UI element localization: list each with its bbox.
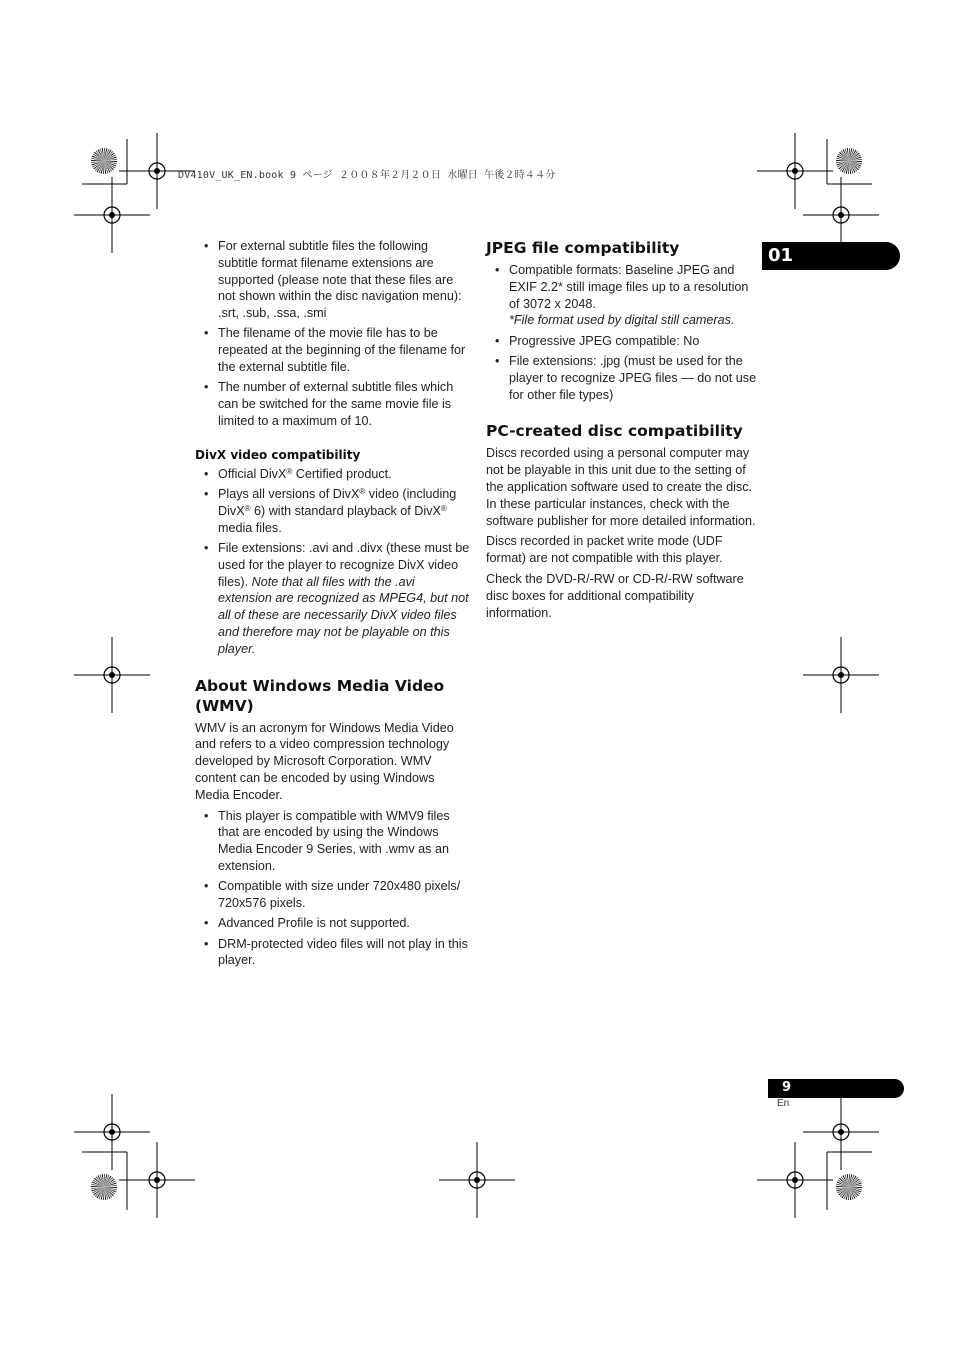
left-column (195, 238, 470, 973)
registration-dot (474, 1177, 480, 1183)
starburst-ray (104, 148, 105, 161)
chapter-tab (762, 242, 900, 270)
starburst-ray (104, 1174, 105, 1187)
chapter-number: 01 (768, 245, 794, 266)
starburst-ray (103, 161, 104, 174)
paragraph: Discs recorded using a personal computer may not be playable in this unit due to the setting of the application software used to create the disc. In these particular instances, check with the software publisher for more detailed information. (486, 446, 756, 528)
page-number: 9 (782, 1080, 792, 1095)
starburst-ray (103, 1187, 104, 1200)
starburst-ray (848, 161, 849, 174)
starburst-ray (91, 1186, 104, 1187)
wmv-intro: WMV is an acronym for Windows Media Video and refers to a video compression technology developed by Microsoft Corporation. WMV content can be encoded by using Windows Media Encoder. (195, 720, 454, 802)
page-number-tab (768, 1079, 904, 1098)
starburst-mark (91, 148, 117, 174)
starburst-mark (91, 1174, 117, 1200)
jpeg-bullet-list (486, 262, 761, 403)
starburst-ray (849, 148, 850, 161)
paragraph: Check the DVD-R/-RW or CD-R/-RW software disc boxes for additional compatibility information. (486, 571, 744, 620)
registration-dot (838, 672, 844, 678)
jpeg-note: *File format used by digital still cameras. (509, 313, 735, 328)
jpeg-heading: JPEG file compatibility (486, 239, 680, 257)
starburst-ray (836, 160, 849, 161)
starburst-ray (849, 1187, 862, 1188)
paragraph: Discs recorded in packet write mode (UDF format) are not compatible with this player. (486, 534, 723, 566)
list-item: • The number of external subtitle files which can be switched for the same movie file is limited to a maximum of 10. (195, 379, 470, 429)
registration-dot (154, 1177, 160, 1183)
starburst-ray (104, 161, 117, 162)
starburst-ray (849, 1174, 850, 1187)
registration-dot (154, 168, 160, 174)
pc-disc-heading: PC-created disc compatibility (486, 422, 743, 441)
divx-note: Note that all files with the .avi extension are recognized as MPEG4, but not all of these are necessarily DivX video files and therefore may not be playable on this player. (218, 574, 469, 656)
divx-bullet-list (195, 466, 470, 658)
wmv-heading: About Windows Media Video (WMV) (195, 676, 445, 715)
starburst-mark (836, 1174, 862, 1200)
starburst-ray (836, 1186, 849, 1187)
registration-dot (838, 1129, 844, 1135)
list-item: • Official DivX® Certified product. (195, 466, 470, 483)
divx-heading: DivX video compatibility (195, 447, 361, 462)
starburst-ray (91, 160, 104, 161)
starburst-ray (104, 1187, 117, 1188)
list-item: • Progressive JPEG compatible: No (486, 333, 761, 350)
registration-dot (109, 212, 115, 218)
list-item: • File extensions: .jpg (must be used for the player to recognize JPEG files — do not use for other file types) (486, 353, 761, 403)
registration-dot (109, 672, 115, 678)
list-item: • Compatible with size under 720x480 pixels/ 720x576 pixels. (195, 878, 470, 912)
starburst-ray (849, 161, 862, 162)
wmv-bullet-list (195, 808, 470, 970)
right-column (486, 238, 761, 625)
registration-dot (792, 168, 798, 174)
list-item: • Plays all versions of DivX® video (including DivX® 6) with standard playback of DivX® media files. (195, 486, 470, 536)
list-item: • DRM-protected video files will not play in this player. (195, 936, 470, 970)
subtitle-bullet-list (195, 238, 470, 430)
registration-dot (792, 1177, 798, 1183)
starburst-mark (836, 148, 862, 174)
list-item: • For external subtitle files the following subtitle format filename extensions are supported (please note that these files are not shown within the disc navigation menu): .srt, .sub, .ssa, .smi (195, 238, 470, 322)
file-header-line: DV410V_UK_EN.book 9 ページ ２００８年２月２０日 水曜日 午後２時４４分 (178, 170, 556, 181)
list-item: • The filename of the movie file has to be repeated at the beginning of the filename for the external subtitle file. (195, 325, 470, 375)
list-item: • This player is compatible with WMV9 files that are encoded by using the Windows Media Encoder 9 Series, with .wmv as an extension. (195, 808, 470, 875)
list-item: • Compatible formats: Baseline JPEG and EXIF 2.2* still image files up to a resolution of 3072 x 2048. *File format used by digital still cameras. (486, 262, 761, 329)
list-item: • File extensions: .avi and .divx (these must be used for the player to recognize DivX video files). Note that all files with the .avi extension are recognized as MPEG4, but not all of these are necessarily DivX video files and therefore may not be playable on this player. (195, 540, 470, 658)
registration-dot (838, 212, 844, 218)
language-code: En (777, 1098, 790, 1109)
list-item: • Advanced Profile is not supported. (195, 915, 470, 932)
registration-dot (109, 1129, 115, 1135)
starburst-ray (848, 1187, 849, 1200)
